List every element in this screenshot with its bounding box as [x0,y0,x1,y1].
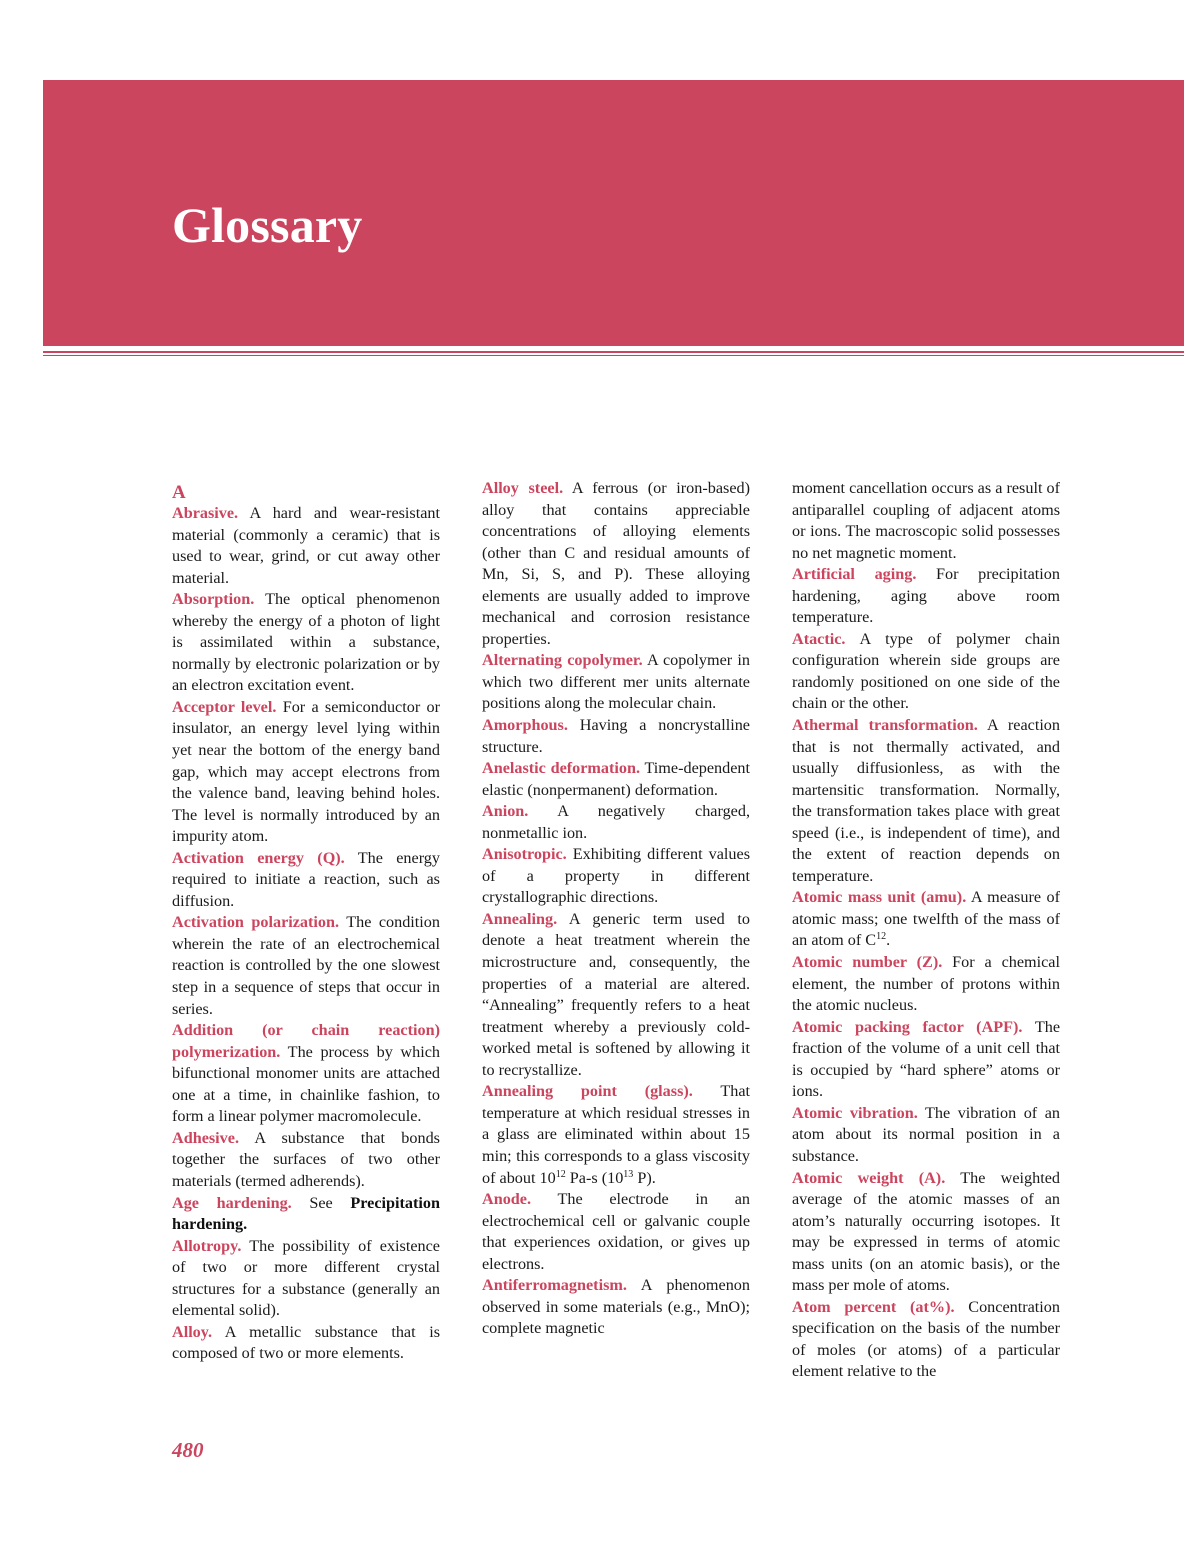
glossary-definition: Having a noncrystalline structure. [482,716,750,756]
glossary-entry-anode [482,1189,750,1275]
glossary-definition: The possibility of existence of two or more different crystal structures for a substance (generally an elemental solid). [172,1236,440,1320]
glossary-definition: A ferrous (or iron-based) alloy that contains appreciable concentrations of alloying elements (other than C and residual amounts of Mn, Si, S, and P). These alloying elements are usually added to improve mechanical and corrosion resistance properties. [482,479,750,648]
superscript: 12 [876,931,887,943]
glossary-entry-amorphous [482,715,750,758]
glossary-definition: A negatively charged, nonmetallic ion. [482,802,750,842]
glossary-term: Alternating copolymer. [482,651,643,670]
page-title: Glossary [172,197,363,253]
glossary-definition: P). [633,1168,656,1187]
glossary-entry-alloy-steel [482,478,750,650]
glossary-entry-atactic [792,629,1060,715]
glossary-entry-allotropy [172,1236,440,1322]
glossary-definition: A reaction that is not thermally activated, and usually diffusionless, as with the martensitic transformation. Normally, the transformation takes place with great speed (i.e., is independent of time), and the extent of reaction depends on temperature. [792,716,1060,885]
glossary-entry-annealing [482,909,750,1081]
glossary-term: Amorphous. [482,716,568,735]
glossary-term: Anelastic deformation. [482,759,641,778]
glossary-term: Anode. [482,1190,532,1209]
glossary-entry-athermal-transformation [792,715,1060,887]
superscript: 13 [623,1168,634,1180]
glossary-definition: A measure of atomic mass; one twelfth of the mass of an atom of C [792,888,1060,950]
glossary-term: Anion. [482,802,529,821]
glossary-definition: Concentration specification on the basis of the number of moles (or atoms) of a particular element relative to the [792,1297,1060,1381]
glossary-definition: A metallic substance that is composed of two or more elements. [172,1322,440,1363]
glossary-definition: A type of polymer chain configuration wherein side groups are randomly positioned on one side of the chain or the other. [792,629,1060,713]
cross-reference-link[interactable]: Precipitation hardening. [172,1193,440,1234]
glossary-entry-artificial-aging [792,564,1060,629]
glossary-term: Antiferromagnetism. [482,1276,627,1295]
glossary-term: Athermal transformation. [792,716,978,735]
glossary-term: Adhesive. [172,1128,240,1147]
glossary-definition: A copolymer in which two different mer units alternate positions along the molecular chain. [482,651,750,713]
glossary-entry-addition-polymerization [172,1020,440,1128]
glossary-entry-atomic-packing-factor [792,1017,1060,1103]
glossary-term: Atomic number (Z). [792,953,943,972]
glossary-entry-atomic-weight [792,1168,1060,1297]
glossary-entry-activation-polarization [172,912,440,1020]
glossary-entry-alloy [172,1322,440,1365]
glossary-term: Acceptor level. [172,697,277,716]
glossary-definition: The condition wherein the rate of an electrochemical reaction is controlled by the one slowest step in a sequence of steps that occur in series. [172,913,440,1018]
glossary-definition: For a chemical element, the number of protons within the atomic nucleus. [792,953,1060,1015]
glossary-definition: Exhibiting different values of a property in different crystallographic directions. [482,845,750,907]
glossary-definition: The energy required to initiate a reaction, such as diffusion. [172,848,440,910]
page-number: 480 [172,1438,204,1462]
glossary-definition: For precipitation hardening, aging above room temperature. [792,565,1060,627]
glossary-definition: moment cancellation occurs as a result of antiparallel coupling of adjacent atoms or ions. The macroscopic solid possesses no net magnetic moment. [792,479,1060,562]
glossary-column-2 [482,478,750,1340]
glossary-term: Absorption. [172,590,255,609]
glossary-column-3 [792,478,1060,1383]
glossary-term: Alloy steel. [482,479,564,497]
glossary-definition: A hard and wear-resistant material (commonly a ceramic) that is used to wear, grind, or cut away other material. [172,504,440,587]
header-rule-top [43,351,1184,353]
glossary-definition: See [291,1193,351,1212]
glossary-term: Annealing. [482,909,558,928]
header-rule-bottom [43,355,1184,356]
glossary-entry-acceptor-level [172,697,440,848]
glossary-definition: A phenomenon observed in some materials (e.g., MnO); complete magnetic [482,1276,750,1338]
glossary-definition: Time-dependent elastic (nonpermanent) deformation. [482,759,750,799]
glossary-definition: The fraction of the volume of a unit cell that is occupied by “hard sphere” atoms or ions. [792,1017,1060,1101]
glossary-definition: That temperature at which residual stresses in a glass are eliminated within about 15 min; this corresponds to a glass viscosity of about 10 [482,1082,751,1187]
glossary-entry-atomic-mass-unit [792,887,1060,952]
glossary-entry-antiferromagnetism [482,1275,750,1340]
glossary-definition: A generic term used to denote a heat treatment wherein the microstructure and, consequently, the properties of a material are altered. “Annealing” frequently refers to a heat treatment whereby a previously cold-worked metal is softened by allowing it to recrystallize. [482,909,750,1079]
glossary-definition: The optical phenomenon whereby the energy of a photon of light is assimilated within a substance, normally by electronic polarization or by an electron excitation event. [172,590,440,695]
glossary-entry-adhesive [172,1128,440,1193]
glossary-term: Atomic mass unit (amu). [792,888,967,907]
glossary-term: Artificial aging. [792,565,917,584]
glossary-definition: The weighted average of the atomic masses of an atom’s naturally occurring isotopes. It may be expressed in terms of atomic mass units (on an atomic basis), or the mass per mole of atoms. [792,1168,1060,1295]
glossary-entry-abrasive [172,503,440,589]
glossary-term: Allotropy. [172,1236,242,1255]
glossary-definition: . [886,931,891,950]
glossary-entry-annealing-point [482,1081,750,1189]
glossary-definition: The vibration of an atom about its normal position in a substance. [792,1103,1060,1165]
glossary-definition: The electrode in an electrochemical cell or galvanic couple that experiences oxidation, or gives up electrons. [482,1190,750,1273]
glossary-term: Atomic packing factor (APF). [792,1017,1023,1036]
glossary-term: Atactic. [792,629,846,648]
glossary-definition: Pa-s (10 [565,1168,624,1187]
glossary-entry-anelastic-deformation [482,758,750,801]
glossary-definition: A substance that bonds together the surfaces of two other materials (termed adherends). [172,1128,440,1190]
glossary-term: Atomic vibration. [792,1103,918,1122]
glossary-term: Alloy. [172,1322,213,1341]
section-letter: A [172,482,186,503]
glossary-entry-atom-percent [792,1297,1060,1383]
glossary-entry-anion [482,801,750,844]
glossary-entry-absorption [172,589,440,697]
glossary-entry-age-hardening [172,1193,440,1236]
glossary-term: Annealing point (glass). [482,1082,693,1101]
glossary-term: Activation polarization. [172,913,340,932]
glossary-term: Activation energy (Q). [172,848,345,867]
glossary-term: Age hardening. [172,1193,292,1212]
glossary-entry-antiferromagnetism-continued [792,478,1060,564]
glossary-term: Atomic weight (A). [792,1168,946,1187]
glossary-entry-atomic-number [792,952,1060,1017]
glossary-term: Addition (or chain reaction) polymerization. [172,1021,440,1061]
glossary-entry-alternating-copolymer [482,650,750,715]
glossary-term: Atom percent (at%). [792,1297,955,1316]
glossary-term: Anisotropic. [482,845,567,864]
glossary-entry-atomic-vibration [792,1103,1060,1168]
glossary-definition: For a semiconductor or insulator, an energy level lying within yet near the bottom of the energy band gap, which may accept electrons from the valence band, leaving behind holes. The level is normally introduced by an impurity atom. [172,697,440,846]
glossary-entry-activation-energy [172,848,440,913]
glossary-term: Abrasive. [172,504,239,522]
superscript: 12 [555,1168,566,1180]
glossary-entry-anisotropic [482,844,750,909]
glossary-column-1 [172,478,440,1365]
glossary-definition: The process by which bifunctional monomer units are attached one at a time, in chainlike fashion, to form a linear polymer macromolecule. [172,1042,440,1126]
